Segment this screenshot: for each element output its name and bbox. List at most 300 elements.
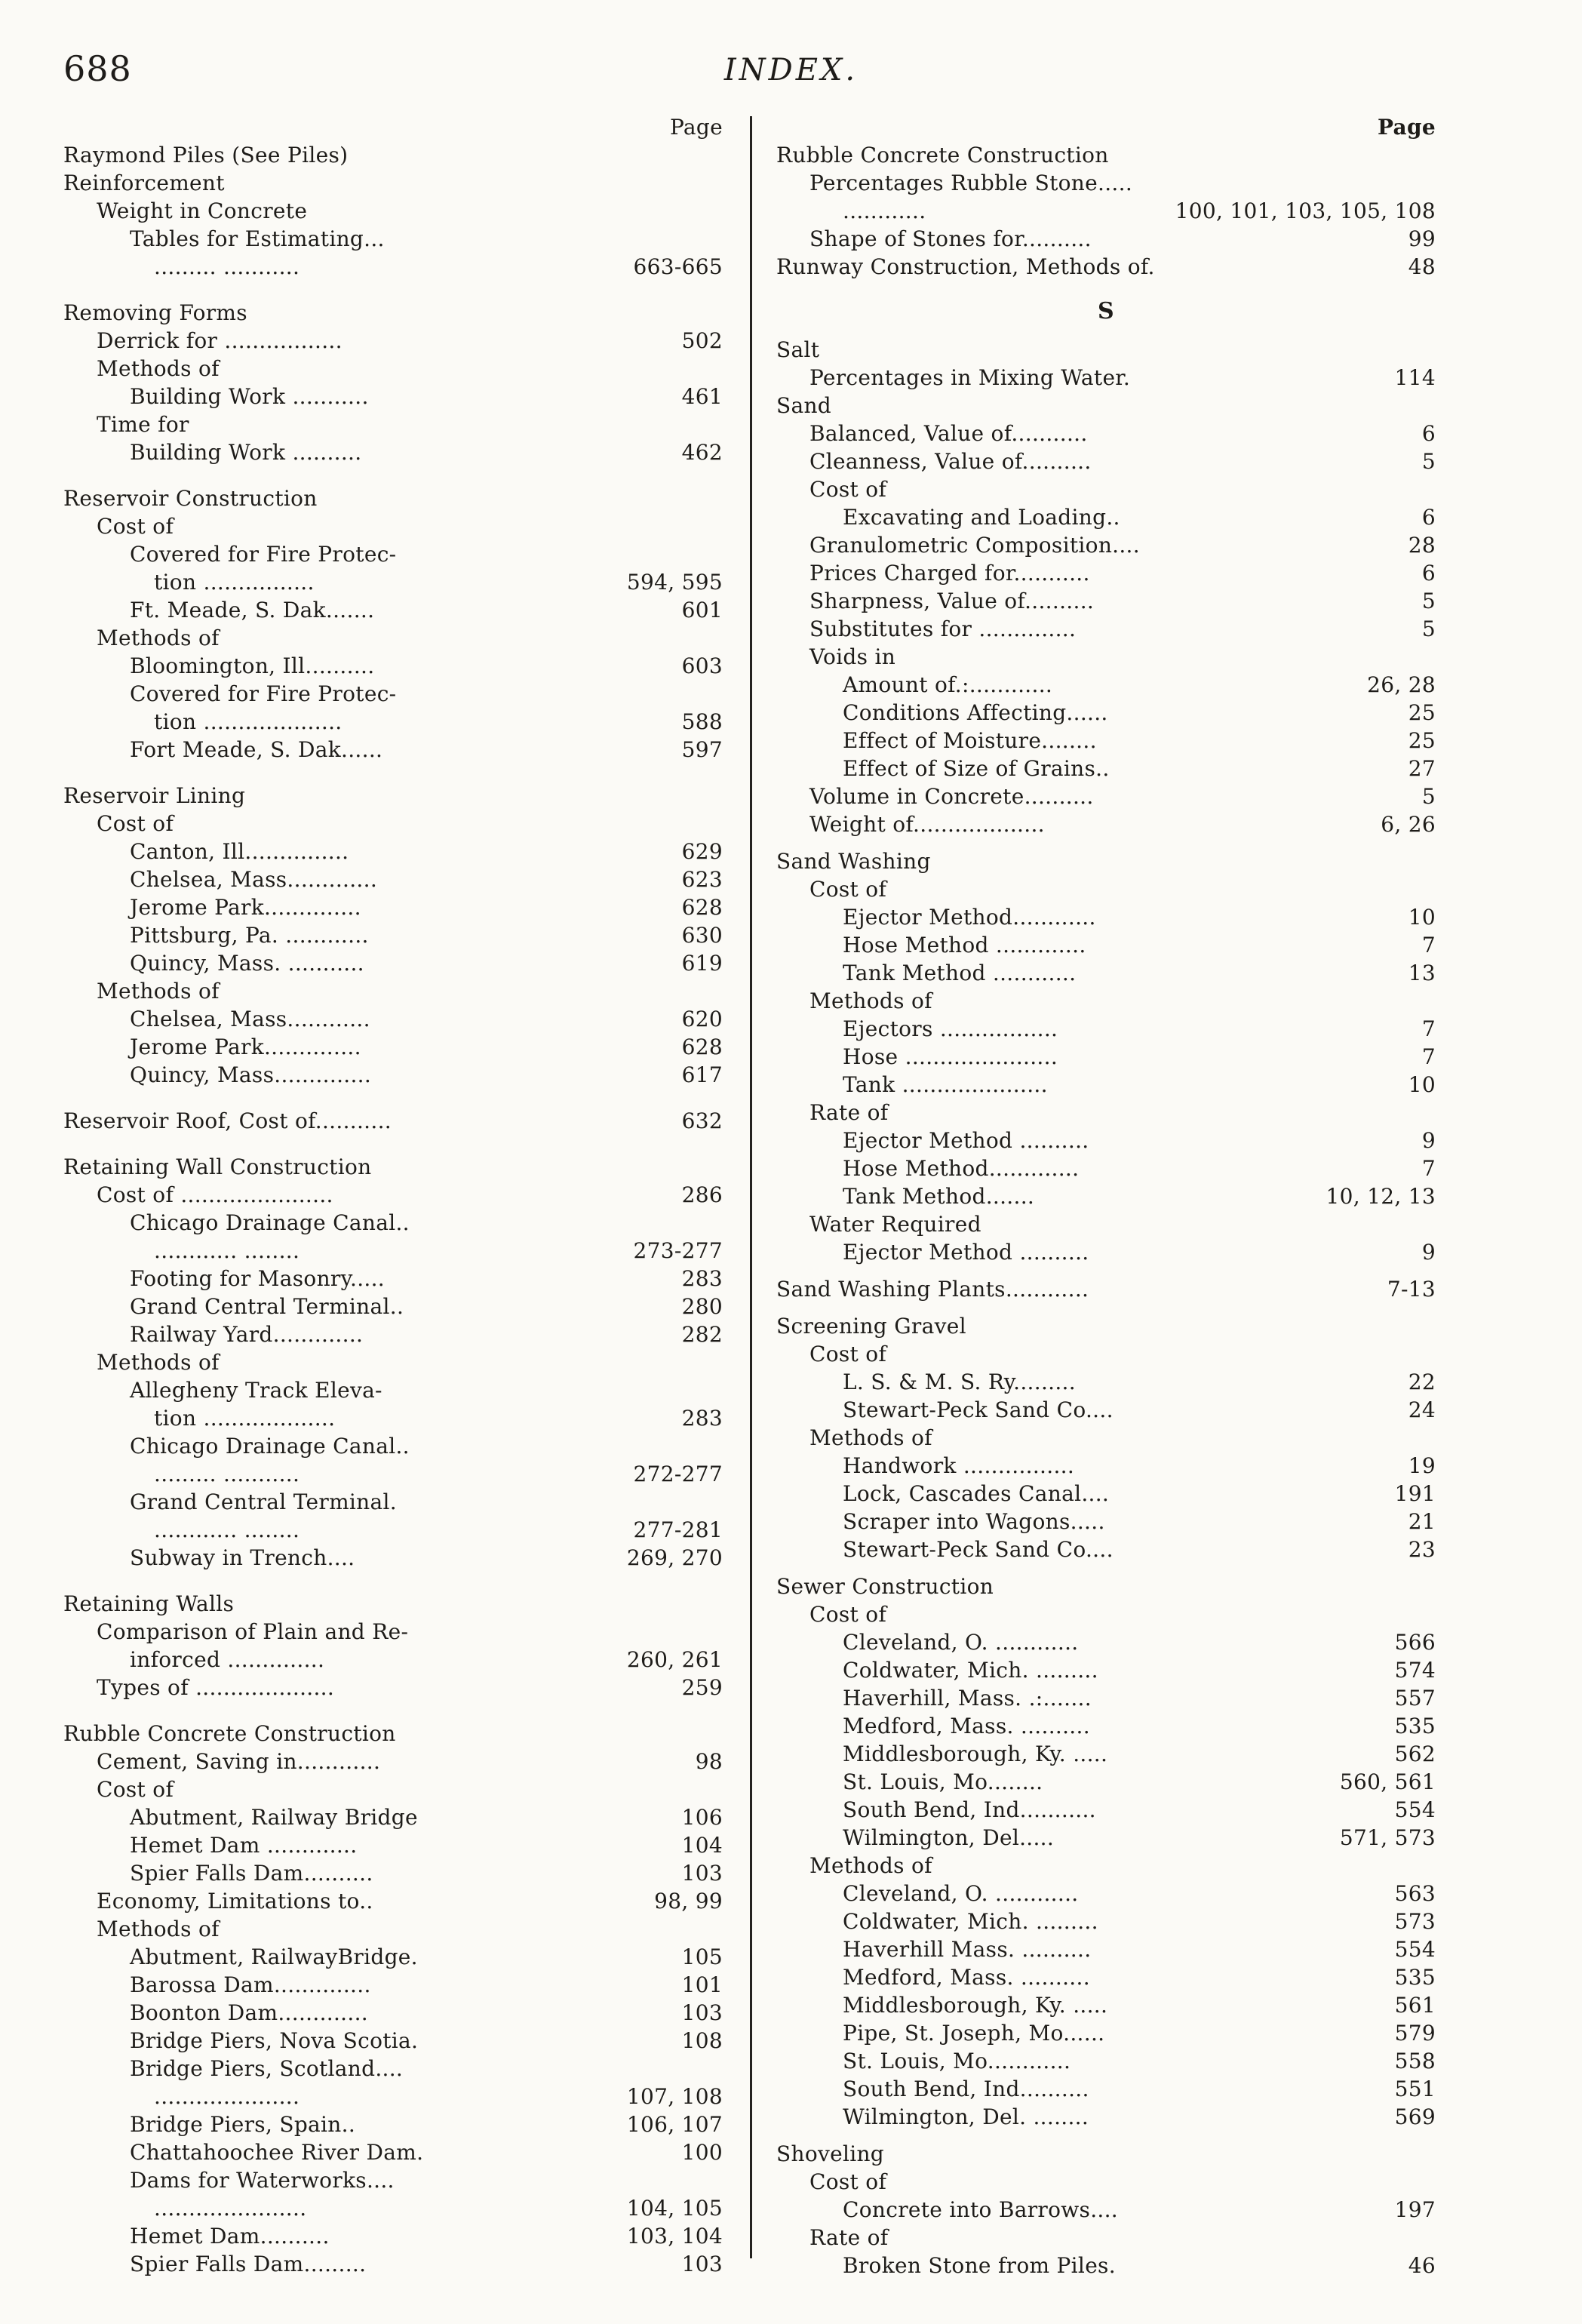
index-entry: [776, 2047, 1436, 2075]
entry-text: Building Work ...........: [130, 384, 369, 409]
entry-text: Types of ....................: [97, 1675, 335, 1700]
entry-text: Sand Washing Plants............: [776, 1277, 1089, 1302]
entry-page-number: 114: [1394, 365, 1436, 390]
entry-text: Cement, Saving in............: [97, 1749, 381, 1774]
index-entry: [776, 1740, 1436, 1768]
entry-page-number: 280: [681, 1294, 723, 1319]
index-entry: [776, 1043, 1436, 1071]
index-entry: [776, 141, 1436, 169]
index-entry: [63, 1293, 723, 1320]
index-entry: [776, 1508, 1436, 1536]
index-entry: [63, 1803, 723, 1831]
entry-text: St. Louis, Mo............: [843, 2049, 1071, 2073]
index-entry: [63, 1618, 723, 1646]
entry-text: Lock, Cascades Canal....: [843, 1481, 1110, 1506]
entry-text: Reservoir Lining: [63, 783, 246, 808]
entry-text: Rate of: [809, 2225, 889, 2250]
entry-text: Cost of: [809, 877, 887, 902]
entry-page-number: 103, 104: [626, 2224, 723, 2249]
index-entry: [63, 865, 723, 893]
index-entry: [63, 197, 723, 225]
entry-page-number: 98, 99: [654, 1889, 723, 1914]
index-entry: [776, 447, 1436, 475]
index-entry: [776, 1880, 1436, 1907]
index-entry: [63, 141, 723, 169]
index-entry: [776, 2103, 1436, 2131]
index-entry: [63, 512, 723, 540]
index-entry: [63, 1748, 723, 1775]
index-entry: [776, 1312, 1436, 1340]
index-entry: [63, 1720, 723, 1748]
entry-text: South Bend, Ind..........: [843, 2077, 1089, 2101]
column-right: [776, 113, 1436, 2279]
entry-page-number: 7-13: [1387, 1277, 1436, 1302]
entry-text: Sand Washing: [776, 849, 931, 874]
entry-text: Methods of: [97, 626, 220, 650]
entry-text: Tank Method.......: [843, 1184, 1035, 1209]
index-entry: [776, 1099, 1436, 1127]
entry-page-number: 5: [1421, 784, 1436, 809]
entry-page-number: 7: [1421, 933, 1436, 958]
index-entry: [776, 810, 1436, 838]
entry-text: Retaining Walls: [63, 1591, 235, 1616]
entry-page-number: 535: [1394, 1965, 1436, 1990]
index-entry: [776, 1127, 1436, 1154]
entry-page-number: 26, 28: [1367, 672, 1436, 697]
index-entry: [63, 355, 723, 383]
index-entry: [63, 1209, 723, 1237]
entry-page-number: 571, 573: [1339, 1825, 1436, 1850]
entry-text: Reservoir Roof, Cost of...........: [63, 1108, 392, 1133]
entry-text: Bloomington, Ill..........: [130, 653, 375, 678]
entry-text: Weight of...................: [809, 812, 1045, 837]
index-entry: [63, 1348, 723, 1376]
entry-page-number: 259: [681, 1675, 723, 1700]
index-entry: [776, 1907, 1436, 1935]
entry-page-number: 23: [1408, 1537, 1436, 1562]
entry-text: Jerome Park..............: [130, 1034, 361, 1059]
entry-text: Fort Meade, S. Dak......: [130, 737, 383, 762]
index-entry: [63, 1460, 723, 1488]
index-entry: [63, 1674, 723, 1702]
index-entry: [776, 531, 1436, 559]
entry-text: Effect of Moisture........: [843, 728, 1097, 753]
column-divider: [750, 116, 752, 2258]
index-entry: [776, 615, 1436, 643]
entry-page-number: 282: [681, 1322, 723, 1347]
index-entry: [776, 1768, 1436, 1796]
entry-page-number: 107, 108: [626, 2084, 723, 2109]
entry-text: Quincy, Mass..............: [130, 1062, 372, 1087]
entry-page-number: 9: [1421, 1240, 1436, 1265]
entry-text: Derrick for .................: [97, 328, 343, 353]
entry-text: tion ................: [154, 570, 315, 595]
entry-page-number: 103: [681, 2000, 723, 2025]
entry-page-number: 617: [681, 1062, 723, 1087]
entry-text: Methods of: [97, 1350, 220, 1375]
entry-text: Sand: [776, 393, 832, 418]
index-entry: [776, 2168, 1436, 2196]
index-entry: [776, 1684, 1436, 1712]
entry-page-number: 563: [1394, 1881, 1436, 1906]
index-entry: [63, 1153, 723, 1181]
entry-page-number: 632: [681, 1108, 723, 1133]
entry-text: Spier Falls Dam.........: [130, 2252, 367, 2276]
entry-text: Shoveling: [776, 2141, 885, 2166]
folio-number: 688: [63, 48, 132, 89]
entry-text: Abutment, Railway Bridge: [130, 1805, 418, 1830]
index-entry: [63, 1971, 723, 1999]
index-entry: [63, 1516, 723, 1544]
entry-text: Chattahoochee River Dam.: [130, 2140, 424, 2165]
entry-text: Footing for Masonry.....: [130, 1266, 385, 1291]
entry-text: Chelsea, Mass............: [130, 1007, 370, 1031]
entry-page-number: 48: [1408, 254, 1436, 279]
index-entry: [776, 699, 1436, 727]
index-entry: [776, 1600, 1436, 1628]
entry-page-number: 19: [1408, 1453, 1436, 1478]
index-entry: [63, 1887, 723, 1915]
entry-page-number: 269, 270: [626, 1545, 723, 1570]
entry-text: Sewer Construction: [776, 1574, 994, 1599]
entry-page-number: 99: [1408, 226, 1436, 251]
page-title: INDEX.: [723, 53, 859, 88]
index-entry: [776, 1275, 1436, 1303]
entry-page-number: 106, 107: [626, 2112, 723, 2137]
entry-text: Tank Method ............: [843, 961, 1077, 985]
index-entry: [776, 253, 1436, 281]
entry-text: Reservoir Construction: [63, 486, 318, 511]
entry-text: Concrete into Barrows....: [843, 2197, 1119, 2222]
entry-page-number: 623: [681, 867, 723, 892]
entry-page-number: 579: [1394, 2021, 1436, 2046]
entry-page-number: 554: [1394, 1937, 1436, 1962]
entry-text: Quincy, Mass. ...........: [130, 951, 364, 976]
index-entry: [776, 755, 1436, 782]
index-entry: [776, 643, 1436, 671]
entry-text: Methods of: [97, 1917, 220, 1941]
entry-text: ............ ........: [154, 1517, 300, 1542]
index-entry: [63, 1404, 723, 1432]
entry-page-number: 273-277: [633, 1238, 723, 1263]
entry-page-number: 286: [681, 1182, 723, 1207]
index-entry: [776, 392, 1436, 420]
entry-page-number: 502: [681, 328, 723, 353]
index-entry: [776, 1210, 1436, 1238]
entry-text: Percentages in Mixing Water.: [809, 365, 1131, 390]
entry-text: Coldwater, Mich. .........: [843, 1658, 1098, 1683]
entry-text: Hemet Dam .............: [130, 1833, 358, 1858]
entry-text: Conditions Affecting......: [843, 700, 1108, 725]
entry-text: inforced ..............: [130, 1647, 325, 1672]
entry-page-number: 629: [681, 839, 723, 864]
index-entries-right: [776, 141, 1436, 2279]
entry-text: Pipe, St. Joseph, Mo......: [843, 2021, 1105, 2046]
index-entry: [776, 420, 1436, 447]
entry-text: Abutment, RailwayBridge.: [130, 1944, 418, 1969]
index-entry: [63, 736, 723, 764]
entry-text: Ejector Method ..........: [843, 1128, 1089, 1153]
entry-text: Comparison of Plain and Re-: [97, 1619, 409, 1644]
entry-text: Cost of: [809, 1342, 887, 1366]
entry-text: Rubble Concrete Construction: [776, 143, 1109, 168]
entry-text: Stewart-Peck Sand Co....: [843, 1537, 1114, 1562]
entry-text: Methods of: [809, 1425, 932, 1450]
index-entry: [63, 1320, 723, 1348]
entry-page-number: 191: [1394, 1481, 1436, 1506]
entry-page-number: 283: [681, 1406, 723, 1431]
entry-text: Runway Construction, Methods of.: [776, 254, 1155, 279]
index-entry: [63, 2222, 723, 2250]
entry-text: Cost of: [97, 514, 174, 539]
entry-page-number: 628: [681, 1034, 723, 1059]
entry-page-number: 197: [1394, 2197, 1436, 2222]
entry-text: Raymond Piles (See Piles): [63, 143, 349, 168]
entry-text: Cleveland, O. ............: [843, 1881, 1079, 1906]
entry-page-number: 7: [1421, 1016, 1436, 1041]
entry-page-number: 100: [681, 2140, 723, 2165]
entry-page-number: 5: [1421, 616, 1436, 641]
entry-text: Middlesborough, Ky. .....: [843, 1741, 1108, 1766]
entry-page-number: 6: [1421, 561, 1436, 586]
entry-text: Volume in Concrete..........: [809, 784, 1094, 809]
entry-page-number: 601: [681, 598, 723, 622]
index-entry: [63, 2194, 723, 2222]
entry-text: Medford, Mass. ..........: [843, 1714, 1090, 1738]
entry-text: Spier Falls Dam..........: [130, 1861, 373, 1886]
entry-page-number: 588: [681, 709, 723, 734]
index-entry: [776, 1991, 1436, 2019]
entry-text: Railway Yard.............: [130, 1322, 364, 1347]
entry-page-number: 620: [681, 1007, 723, 1031]
index-entry: [776, 1238, 1436, 1266]
entry-page-number: 462: [681, 440, 723, 465]
index-entry: [776, 225, 1436, 253]
entry-text: Middlesborough, Ky. .....: [843, 1993, 1108, 2018]
entry-page-number: 10, 12, 13: [1326, 1184, 1436, 1209]
index-entry: [63, 327, 723, 355]
index-entry: [776, 1536, 1436, 1563]
index-entry: [776, 503, 1436, 531]
entry-text: Ejector Method ..........: [843, 1240, 1089, 1265]
entry-text: Cost of: [809, 477, 887, 502]
entry-text: Cost of: [809, 1602, 887, 1627]
entry-text: Rate of: [809, 1100, 889, 1125]
entry-page-number: 13: [1408, 961, 1436, 985]
entry-text: Building Work ..........: [130, 440, 362, 465]
page-label-text: Page: [670, 115, 723, 140]
entry-text: Weight in Concrete: [97, 198, 308, 223]
entry-page-number: 103: [681, 2252, 723, 2276]
index-entry: [63, 893, 723, 921]
entry-text: Coldwater, Mich. .........: [843, 1909, 1098, 1934]
index-entry: [63, 2166, 723, 2194]
index-columns: [0, 106, 1582, 2279]
page-label-left: [63, 113, 723, 141]
entry-text: Broken Stone from Piles.: [843, 2253, 1116, 2278]
index-entry: [776, 2019, 1436, 2047]
entry-text: Cost of: [97, 811, 174, 836]
entry-text: Grand Central Terminal.: [130, 1489, 397, 1514]
index-entry: [776, 169, 1436, 197]
entry-page-number: 619: [681, 951, 723, 976]
entry-text: Substitutes for ..............: [809, 616, 1077, 641]
index-entry: [776, 1368, 1436, 1396]
entry-text: Pittsburg, Pa. ............: [130, 923, 369, 948]
index-entry: [776, 197, 1436, 225]
entry-page-number: 98: [695, 1749, 723, 1774]
index-entry: [776, 1424, 1436, 1452]
entry-text: Bridge Piers, Spain..: [130, 2112, 356, 2137]
index-entry: [776, 559, 1436, 587]
entry-text: Reinforcement: [63, 171, 225, 195]
entry-text: Bridge Piers, Nova Scotia.: [130, 2028, 419, 2053]
entry-text: Percentages Rubble Stone.....: [809, 171, 1133, 195]
entry-page-number: 663-665: [633, 254, 723, 279]
index-entry: [776, 875, 1436, 903]
entry-page-number: 554: [1394, 1797, 1436, 1822]
index-entry: [776, 1656, 1436, 1684]
index-entries-left: [63, 141, 723, 2278]
index-entry: [63, 225, 723, 253]
index-entry: [63, 810, 723, 838]
index-entry: [776, 987, 1436, 1015]
entry-text: Ejector Method............: [843, 905, 1096, 930]
index-entry: [63, 838, 723, 865]
entry-page-number: 461: [681, 384, 723, 409]
index-entry: [776, 475, 1436, 503]
entry-text: Cleveland, O. ............: [843, 1630, 1079, 1655]
entry-text: Subway in Trench....: [130, 1545, 355, 1570]
entry-text: Cost of ......................: [97, 1182, 333, 1207]
index-entry: [63, 596, 723, 624]
entry-page-number: 574: [1394, 1658, 1436, 1683]
index-entry: [776, 1015, 1436, 1043]
entry-page-number: 558: [1394, 2049, 1436, 2073]
entry-text: Economy, Limitations to..: [97, 1889, 373, 1914]
index-entry: [63, 1590, 723, 1618]
entry-page-number: 22: [1408, 1370, 1436, 1394]
entry-page-number: 25: [1408, 728, 1436, 753]
entry-text: Covered for Fire Protec-: [130, 681, 397, 706]
entry-page-number: 105: [681, 1944, 723, 1969]
index-entry: [63, 949, 723, 977]
index-entry: [63, 2250, 723, 2278]
entry-text: Wilmington, Del. ........: [843, 2104, 1089, 2129]
entry-text: L. S. & M. S. Ry.........: [843, 1370, 1076, 1394]
entry-text: Hose Method.............: [843, 1156, 1080, 1181]
column-left: [63, 113, 723, 2279]
index-entry: [776, 1071, 1436, 1099]
index-entry: [63, 484, 723, 512]
entry-page-number: 25: [1408, 700, 1436, 725]
entry-text: Methods of: [97, 356, 220, 381]
entry-text: Haverhill, Mass. .:.......: [843, 1686, 1092, 1711]
index-entry: [63, 1544, 723, 1572]
entry-text: ......... ...........: [154, 254, 300, 279]
index-entry: [776, 1452, 1436, 1480]
index-entry: [63, 1181, 723, 1209]
entry-text: Canton, Ill...............: [130, 839, 349, 864]
entry-text: Medford, Mass. ..........: [843, 1965, 1090, 1990]
entry-text: Methods of: [97, 979, 220, 1004]
entry-text: Barossa Dam..............: [130, 1972, 371, 1997]
entry-page-number: 566: [1394, 1630, 1436, 1655]
index-entry: [63, 708, 723, 736]
index-entry: [63, 1061, 723, 1089]
index-entry: [776, 2196, 1436, 2224]
entry-page-number: 560, 561: [1339, 1769, 1436, 1794]
entry-text: Handwork ................: [843, 1453, 1075, 1478]
index-entry: [776, 1480, 1436, 1508]
index-entry: [63, 1005, 723, 1033]
entry-page-number: 101: [681, 1972, 723, 1997]
entry-text: Excavating and Loading..: [843, 505, 1120, 530]
index-entry: [776, 1796, 1436, 1824]
entry-text: Time for: [97, 412, 189, 437]
entry-page-number: 27: [1408, 756, 1436, 781]
entry-page-number: 561: [1394, 1993, 1436, 2018]
index-entry: [63, 782, 723, 810]
entry-text: Granulometric Composition....: [809, 533, 1140, 558]
index-entry: [63, 169, 723, 197]
entry-page-number: 28: [1408, 533, 1436, 558]
entry-page-number: 535: [1394, 1714, 1436, 1738]
entry-text: Cost of: [97, 1777, 174, 1802]
entry-text: Hose Method .............: [843, 933, 1086, 958]
index-entry: [63, 652, 723, 680]
index-entry: [63, 1265, 723, 1293]
entry-text: St. Louis, Mo........: [843, 1769, 1043, 1794]
entry-text: ......................: [154, 2196, 307, 2221]
index-entry: [776, 1824, 1436, 1852]
entry-text: Boonton Dam.............: [130, 2000, 368, 2025]
index-entry: [776, 2224, 1436, 2252]
index-entry: [776, 1935, 1436, 1963]
entry-text: Effect of Size of Grains..: [843, 756, 1110, 781]
index-entry: [776, 903, 1436, 931]
index-entry: [63, 1775, 723, 1803]
index-entry: [63, 2083, 723, 2110]
entry-page-number: 283: [681, 1266, 723, 1291]
entry-page-number: 569: [1394, 2104, 1436, 2129]
entry-page-number: 630: [681, 923, 723, 948]
entry-page-number: 594, 595: [626, 570, 723, 595]
index-entry: [776, 671, 1436, 699]
index-entry: [63, 1107, 723, 1135]
entry-page-number: 260, 261: [626, 1647, 723, 1672]
index-entry: [63, 299, 723, 327]
entry-text: Wilmington, Del.....: [843, 1825, 1055, 1850]
entry-text: Dams for Waterworks....: [130, 2168, 395, 2193]
index-entry: [63, 1943, 723, 1971]
entry-page-number: 108: [681, 2028, 723, 2053]
entry-page-number: 272-277: [633, 1462, 723, 1486]
entry-page-number: 24: [1408, 1397, 1436, 1422]
index-entry: [776, 727, 1436, 755]
entry-page-number: 597: [681, 737, 723, 762]
entry-text: tion ...................: [154, 1406, 336, 1431]
entry-page-number: 5: [1421, 449, 1436, 474]
entry-page-number: 562: [1394, 1741, 1436, 1766]
entry-page-number: 5: [1421, 589, 1436, 613]
index-entry: [776, 931, 1436, 959]
entry-text: Chicago Drainage Canal..: [130, 1434, 410, 1459]
entry-text: Water Required: [809, 1212, 981, 1237]
index-entry: [63, 1237, 723, 1265]
entry-page-number: 7: [1421, 1156, 1436, 1181]
entry-text: Cost of: [809, 2169, 887, 2194]
